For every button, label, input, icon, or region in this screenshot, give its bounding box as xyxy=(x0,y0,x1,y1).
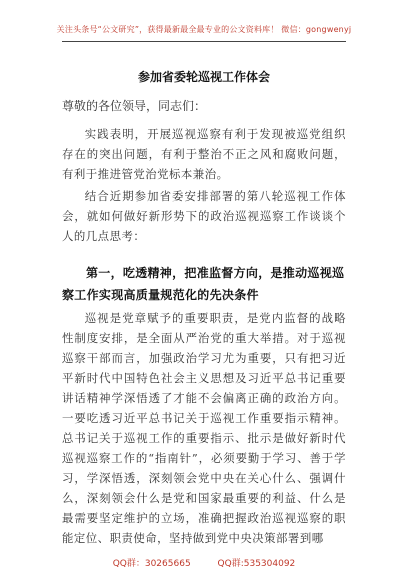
header-divider xyxy=(62,41,346,42)
paragraph-1: 实践表明，开展巡视巡察有利于发现被巡党组织存在的突出问题，有利于整治不正之风和腐败问题，有利于推进管党治党标本兼治。 xyxy=(62,127,346,181)
paragraph-2: 结合近期参加省委安排部署的第八轮巡视工作体会，就如何做好新形势下的政治巡视巡察工作谈谈个人的几点思考： xyxy=(62,189,346,243)
section-heading: 第一，吃透精神，把准监督方向，是推动巡视巡察工作实现高质量规范化的先决条件 xyxy=(62,266,345,302)
paragraph-3: 巡视是党章赋予的重要职责，是党内监督的战略性制度安排，是全面从严治党的重大举措。对于巡视巡察干部而言，加强政治学习尤为重要，只有把习近平新时代中国特色社会主义思想及习近平总书记重要讲话精神学深悟透了才能不会偏离正确的政治方向。一要吃透习近平总书记关于巡视工作重要指示精神。总书记关于巡视工作的重要指示、批示是做好新时代巡视巡察工作的“指南针”，必须要勤于学习、善于学习，学深悟透，深刻领会党中央在关心什么、强调什么，深刻领会什么是党和国家最重要的利益、什么是最需要坚定维护的立场，准确把握政治巡视巡察的职能定位、职责使命，坚持做到党中央决策部署到哪 xyxy=(62,311,346,545)
footer xyxy=(0,556,408,569)
footer-qq-group-1: QQ群：30265665 xyxy=(112,559,191,569)
footer-qq-group-2: QQ群:535304092 xyxy=(217,559,296,569)
page-title: 参加省委轮巡视工作体会 xyxy=(137,70,270,84)
header-note: 关注头条号“公文研究”，获得最新最全最专业的公文资料库！ 微信：gongwenyj xyxy=(56,25,352,34)
salutation: 尊敬的各位领导，同志们： xyxy=(62,99,207,113)
